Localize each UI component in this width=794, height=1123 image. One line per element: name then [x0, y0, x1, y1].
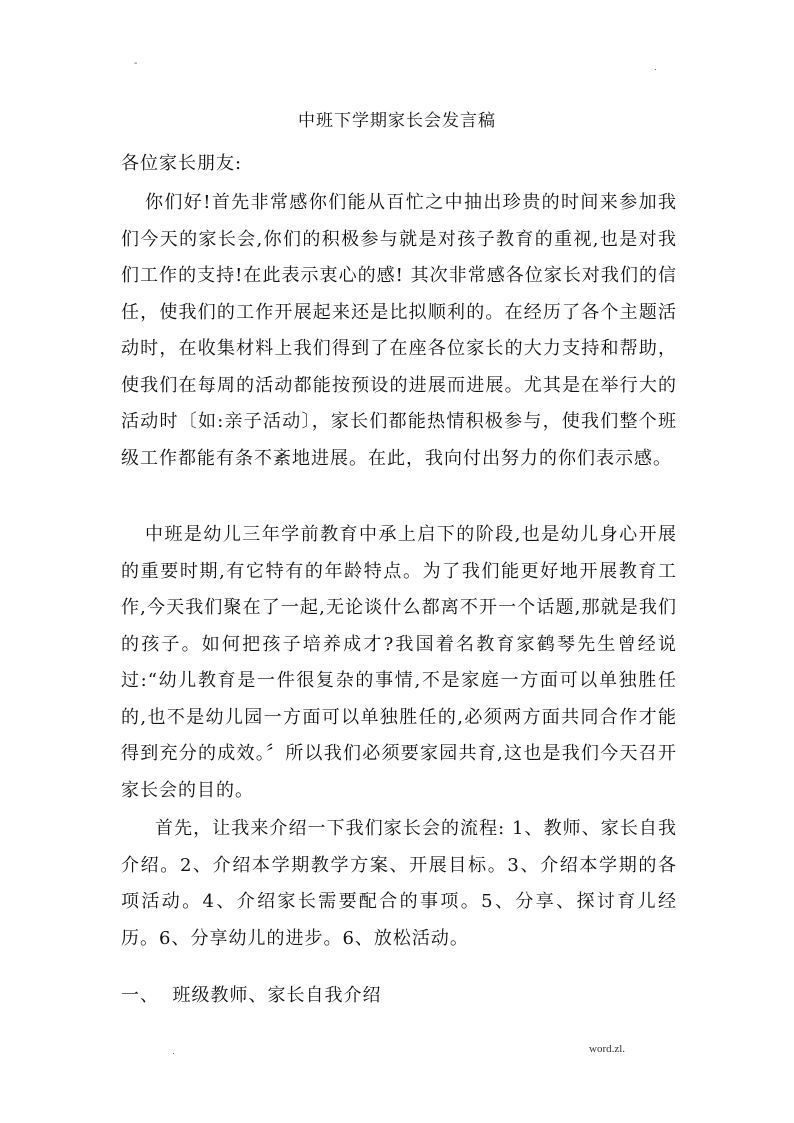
- section-heading-self-introduction: 一、 班级教师、家长自我介绍: [121, 985, 382, 1006]
- paragraph-greeting-thanks: 你们好!首先非常感你们能从百忙之中抽出珍贵的时间来参加我们今天的家长会,你们的积极参与就是对孩子教育的重视,也是对我们工作的支持!在此表示衷心的感! 其次非常感各位家长对我们的信任，使我们的工作开展起来还是比拟顺利的。在经历了各个主题活动时，在收集材料上我们得到了在座各位家长的大力支持和帮助，使我们在每周的活动都能按预设的进展而进展。尤其是在举行大的活动时〔如:亲子活动〕，家长们都能热情积极参与，使我们整个班级工作都能有条不紊地进展。在此，我向付出努力的你们表示感。: [121, 192, 677, 469]
- document-title: 中班下学期家长会发言稿: [298, 111, 496, 131]
- page-corner-mark-bottom-left: .: [172, 1046, 175, 1057]
- paragraph-middle-class-importance: 中班是幼儿三年学前教育中承上启下的阶段,也是幼儿身心开展的重要时期,有它特有的年龄特点。为了我们能更好地开展教育工作,今天我们聚在了一起,无论谈什么都离不开一个话题,那就是我们的孩子。如何把孩子培养成才?我国着名教育家鹤琴先生曾经说过:“幼儿教育是一件很复杂的事情,不是家庭一方面可以单独胜任的,也不是幼儿园一方面可以单独胜任的,必须两方面共同合作才能得到充分的成效。〞所以我们必须要家园共育,这也是我们今天召开家长会的目的。: [121, 524, 677, 801]
- footer-watermark-text: word.zl.: [589, 1043, 626, 1055]
- salutation: 各位家长朋友:: [121, 153, 243, 174]
- paragraph-meeting-agenda: 首先，让我来介绍一下我们家长会的流程: 1、教师、家长自我介绍。2、介绍本学期教学方案、开展目标。3、介绍本学期的各项活动。4、介绍家长需要配合的事项。5、分享、探讨育儿经历。6、分享幼儿的进步。6、放松活动。: [121, 818, 677, 949]
- page-corner-mark-top-left: -: [134, 58, 138, 69]
- page-corner-mark-top-right: .: [654, 62, 657, 73]
